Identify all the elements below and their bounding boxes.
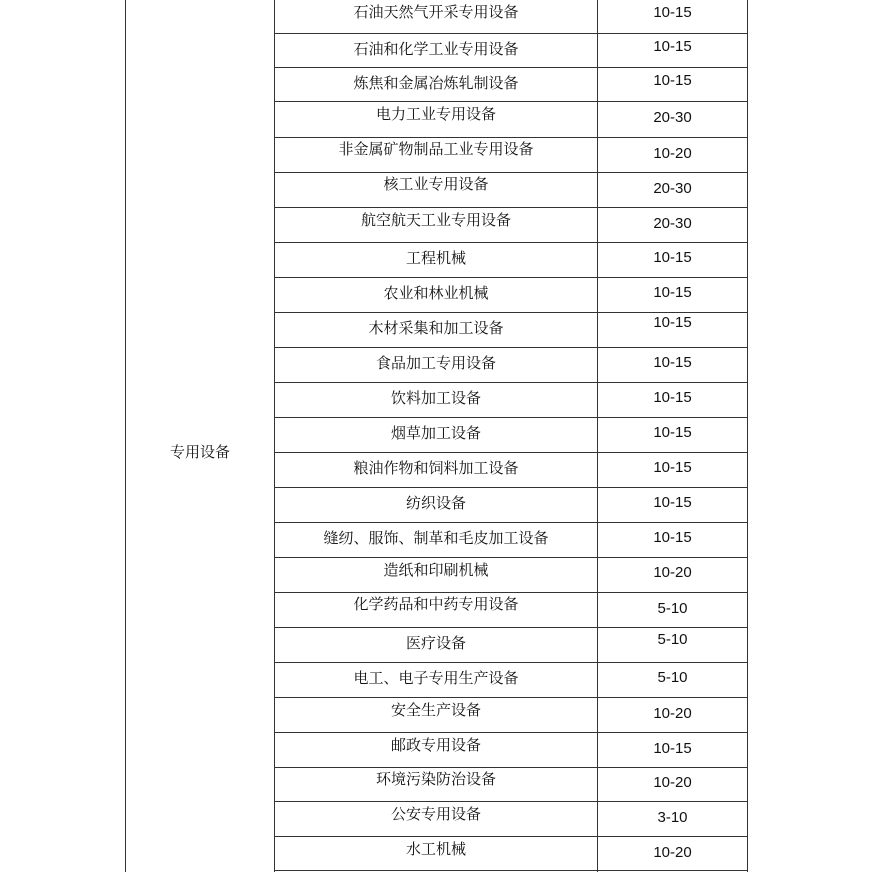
- depreciation-years-cell: 10-15: [653, 424, 692, 441]
- equipment-name-cell: 粮油作物和饲料加工设备: [353, 459, 519, 477]
- table-row: [275, 137, 747, 172]
- table-row: [275, 172, 747, 207]
- equipment-name-cell: 木材采集和加工设备: [368, 319, 504, 337]
- table-row: [275, 592, 747, 627]
- equipment-name-cell: 水工机械: [405, 840, 466, 858]
- row-divider: [274, 870, 748, 871]
- equipment-name-cell: 非金属矿物制品工业专用设备: [338, 140, 534, 158]
- row-divider: [274, 732, 748, 733]
- table-row: [275, 557, 747, 592]
- row-divider: [274, 172, 748, 173]
- equipment-name-cell: 造纸和印刷机械: [383, 561, 489, 579]
- row-divider: [274, 487, 748, 488]
- equipment-name-cell: 航空航天工业专用设备: [360, 211, 511, 229]
- equipment-name-cell: 安全生产设备: [390, 701, 481, 719]
- table-border-left: [125, 0, 126, 872]
- table-row: [275, 67, 747, 101]
- row-divider: [274, 836, 748, 837]
- table-row: [275, 312, 747, 347]
- row-divider: [274, 417, 748, 418]
- table-row: [275, 277, 747, 312]
- row-divider: [274, 767, 748, 768]
- depreciation-years-cell: 10-15: [653, 740, 692, 757]
- equipment-name-cell: 石油天然气开采专用设备: [353, 3, 519, 21]
- depreciation-years-cell: 20-30: [653, 109, 692, 126]
- equipment-name-cell: 食品加工专用设备: [375, 354, 496, 372]
- depreciation-years-cell: 5-10: [657, 631, 688, 648]
- row-divider: [274, 382, 748, 383]
- table-row: [275, 627, 747, 662]
- depreciation-years-cell: 10-15: [653, 38, 692, 55]
- depreciation-years-cell: 10-20: [653, 705, 692, 722]
- row-divider: [274, 312, 748, 313]
- table-row: [275, 697, 747, 732]
- table-row: [275, 207, 747, 242]
- table-row: [275, 33, 747, 67]
- equipment-name-cell: 石油和化学工业专用设备: [353, 40, 519, 58]
- depreciation-years-cell: 10-15: [653, 4, 692, 21]
- row-divider: [274, 207, 748, 208]
- equipment-name-cell: 核工业专用设备: [383, 175, 489, 193]
- depreciation-years-cell: 10-15: [653, 249, 692, 266]
- depreciation-years-cell: 5-10: [657, 669, 688, 686]
- equipment-name-cell: 炼焦和金属冶炼轧制设备: [353, 74, 519, 92]
- table-border-right: [747, 0, 748, 872]
- row-divider: [274, 452, 748, 453]
- depreciation-years-cell: 10-15: [653, 284, 692, 301]
- equipment-name-cell: 电力工业专用设备: [375, 105, 496, 123]
- equipment-name-cell: 农业和林业机械: [383, 284, 489, 302]
- table-row: [275, 417, 747, 452]
- row-divider: [274, 242, 748, 243]
- row-divider: [274, 592, 748, 593]
- row-divider: [274, 347, 748, 348]
- depreciation-years-cell: 10-20: [653, 774, 692, 791]
- depreciation-years-cell: 20-30: [653, 180, 692, 197]
- row-divider: [274, 627, 748, 628]
- depreciation-years-cell: 10-15: [653, 354, 692, 371]
- depreciation-years-cell: 10-20: [653, 844, 692, 861]
- row-divider: [274, 697, 748, 698]
- depreciation-years-cell: 20-30: [653, 215, 692, 232]
- row-divider: [274, 801, 748, 802]
- table-row: [275, 732, 747, 767]
- depreciation-years-cell: 10-15: [653, 494, 692, 511]
- table-row: [275, 836, 747, 870]
- row-divider: [274, 557, 748, 558]
- table-row: [275, 487, 747, 522]
- depreciation-years-cell: 3-10: [657, 809, 688, 826]
- table-row: [275, 101, 747, 137]
- category-cell: 专用设备: [169, 443, 230, 461]
- table-row: [275, 0, 747, 33]
- depreciation-years-cell: 5-10: [657, 600, 688, 617]
- row-divider: [274, 33, 748, 34]
- equipment-name-cell: 环境污染防治设备: [375, 770, 496, 788]
- table-row: [275, 662, 747, 697]
- equipment-name-cell: 纺织设备: [405, 494, 466, 512]
- equipment-name-cell: 缝纫、服饰、制革和毛皮加工设备: [323, 529, 549, 547]
- table-row: [275, 452, 747, 487]
- row-divider: [274, 137, 748, 138]
- table-row: [275, 522, 747, 557]
- row-divider: [274, 662, 748, 663]
- table-row: [275, 382, 747, 417]
- depreciation-years-cell: 10-15: [653, 314, 692, 331]
- equipment-name-cell: 饮料加工设备: [390, 389, 481, 407]
- row-divider: [274, 67, 748, 68]
- row-divider: [274, 101, 748, 102]
- equipment-name-cell: 电工、电子专用生产设备: [353, 669, 519, 687]
- table-row: [275, 801, 747, 836]
- equipment-name-cell: 烟草加工设备: [390, 424, 481, 442]
- depreciation-years-cell: 10-15: [653, 529, 692, 546]
- table-row: [275, 767, 747, 801]
- row-divider: [274, 522, 748, 523]
- equipment-name-cell: 医疗设备: [405, 634, 466, 652]
- equipment-name-cell: 邮政专用设备: [390, 736, 481, 754]
- depreciation-years-cell: 10-20: [653, 564, 692, 581]
- equipment-name-cell: 公安专用设备: [390, 805, 481, 823]
- equipment-name-cell: 化学药品和中药专用设备: [353, 595, 519, 613]
- depreciation-years-cell: 10-15: [653, 72, 692, 89]
- depreciation-years-cell: 10-20: [653, 145, 692, 162]
- depreciation-years-cell: 10-15: [653, 389, 692, 406]
- equipment-name-cell: 工程机械: [405, 249, 466, 267]
- table-row: [275, 347, 747, 382]
- table-row: [275, 242, 747, 277]
- row-divider: [274, 277, 748, 278]
- depreciation-years-cell: 10-15: [653, 459, 692, 476]
